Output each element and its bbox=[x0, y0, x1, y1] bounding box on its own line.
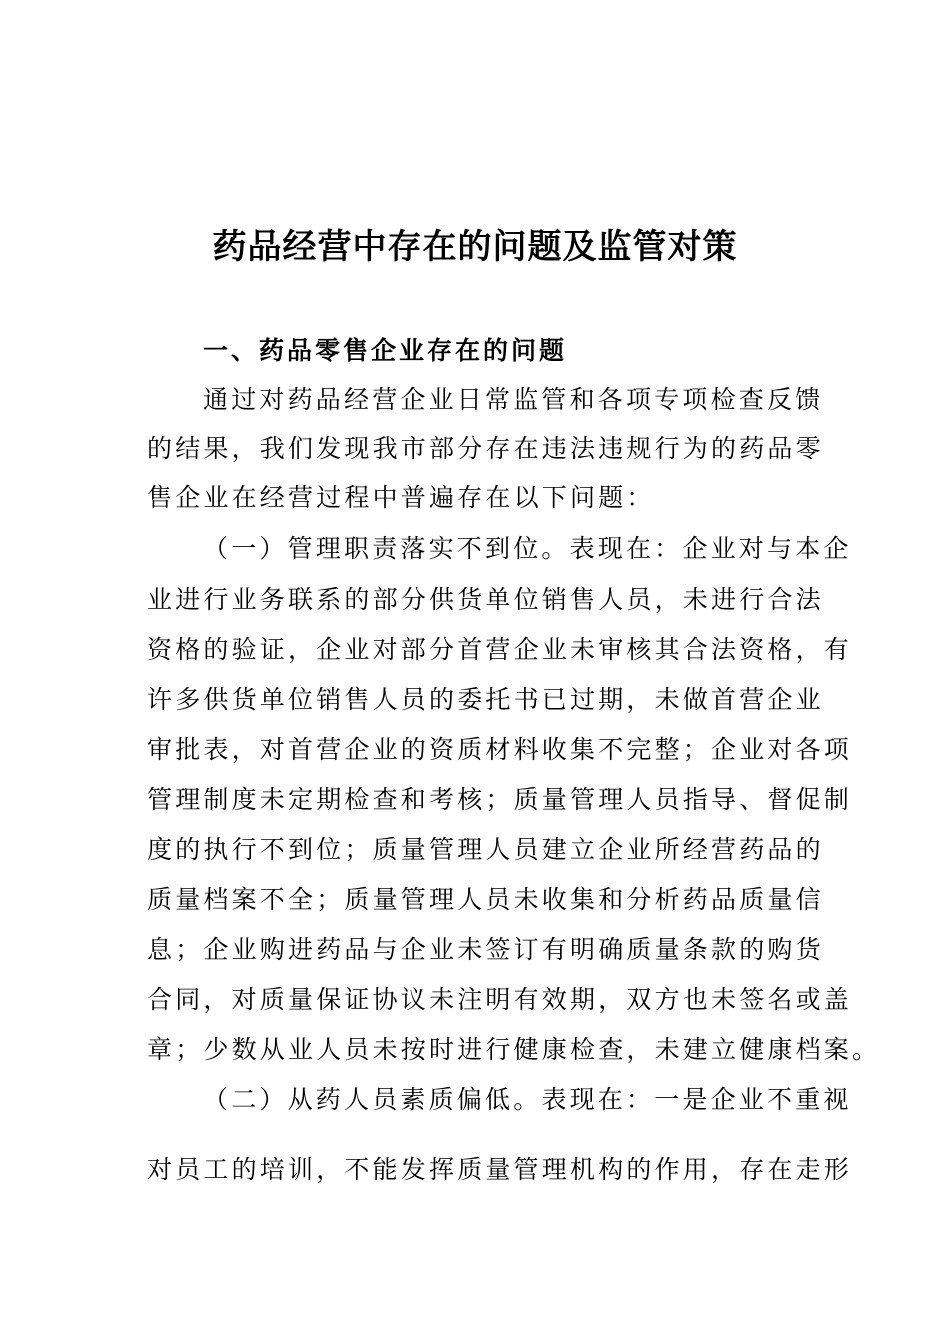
paragraph-line: 章；少数从业人员未按时进行健康检查，未建立健康档案。 bbox=[147, 1035, 881, 1064]
document-title: 药品经营中存在的问题及监管对策 bbox=[212, 227, 738, 267]
paragraph-line: 资格的验证，企业对部分首营企业未审核其合法资格，有 bbox=[147, 635, 853, 664]
paragraph-line: 售企业在经营过程中普遍存在以下问题： bbox=[147, 483, 655, 512]
paragraph-line: 合同，对质量保证协议未注明有效期，双方也未签名或盖 bbox=[147, 985, 853, 1014]
section-heading: 一、药品零售企业存在的问题 bbox=[203, 336, 568, 365]
paragraph-line: （二）从药人员素质偏低。表现在：一是企业不重视 bbox=[203, 1085, 852, 1114]
paragraph-line: （一）管理职责落实不到位。表现在：企业对与本企 bbox=[203, 534, 852, 563]
paragraph-line: 质量档案不全；质量管理人员未收集和分析药品质量信 bbox=[147, 885, 824, 914]
paragraph-line: 管理制度未定期检查和考核；质量管理人员指导、督促制 bbox=[147, 785, 853, 814]
paragraph-line: 度的执行不到位；质量管理人员建立企业所经营药品的 bbox=[147, 835, 824, 864]
paragraph-line: 业进行业务联系的部分供货单位销售人员，未进行合法 bbox=[147, 585, 824, 614]
paragraph-line: 对员工的培训，不能发挥质量管理机构的作用，存在走形 bbox=[147, 1155, 853, 1184]
paragraph-line: 许多供货单位销售人员的委托书已过期，未做首营企业 bbox=[147, 685, 824, 714]
paragraph-line: 通过对药品经营企业日常监管和各项专项检查反馈 bbox=[203, 385, 824, 414]
paragraph-line: 息；企业购进药品与企业未签订有明确质量条款的购货 bbox=[147, 935, 824, 964]
paragraph-line: 审批表，对首营企业的资质材料收集不完整；企业对各项 bbox=[147, 735, 853, 764]
paragraph-line: 的结果，我们发现我市部分存在违法违规行为的药品零 bbox=[147, 434, 824, 463]
